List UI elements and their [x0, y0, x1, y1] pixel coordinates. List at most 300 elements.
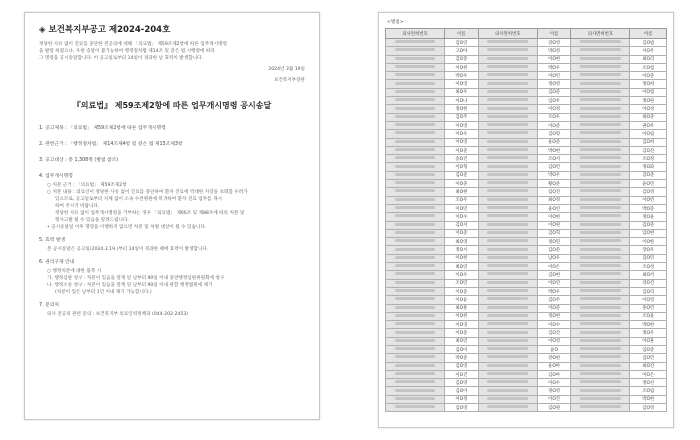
redacted-license-cell — [571, 362, 630, 370]
name-cell: 윤O민 — [630, 180, 667, 188]
name-cell: 이O현 — [445, 63, 479, 71]
table-row — [386, 229, 667, 237]
redacted-license-cell — [386, 354, 445, 362]
redacted-license-cell — [571, 329, 630, 337]
notice-date: 2024년 3월 19일 — [268, 67, 305, 72]
redacted-license-cell — [571, 296, 630, 304]
header-license-no: 의사면허번호 — [571, 29, 630, 39]
redacted-license-cell — [386, 221, 445, 229]
name-cell: 조O성 — [630, 263, 667, 271]
name-cell: 정O현 — [445, 105, 479, 113]
table-row — [386, 379, 667, 387]
redacted-license-cell — [571, 263, 630, 271]
intro-paragraph — [39, 41, 305, 62]
table-row — [386, 72, 667, 80]
name-cell: 김O현 — [537, 271, 571, 279]
redacted-license-cell — [571, 180, 630, 188]
redacted-license-cell — [386, 146, 445, 154]
name-cell: 김O영 — [630, 404, 667, 412]
name-cell: 이O영 — [445, 121, 479, 129]
redacted-license-cell — [386, 138, 445, 146]
redacted-license-cell — [386, 47, 445, 55]
redacted-license-cell — [571, 345, 630, 353]
redacted-license-cell — [386, 238, 445, 246]
redacted-license-cell — [478, 404, 537, 412]
name-cell: 이O은 — [630, 370, 667, 378]
redacted-license-cell — [386, 387, 445, 395]
redacted-license-cell — [386, 329, 445, 337]
redacted-license-cell — [478, 362, 537, 370]
name-cell: 이O원 — [537, 221, 571, 229]
name-cell: 정O우 — [630, 329, 667, 337]
name-cell: 윤O — [537, 345, 571, 353]
redacted-license-cell — [571, 279, 630, 287]
table-row — [386, 188, 667, 196]
name-cell: 이O윤 — [445, 296, 479, 304]
name-cell: 김O준 — [537, 88, 571, 96]
redacted-license-cell — [571, 105, 630, 113]
redacted-license-cell — [478, 312, 537, 320]
name-cell: 이O우 — [445, 130, 479, 138]
section-4-line: 있으므로, 공고일로부터 지체 없이 소속 수련병원에 복귀하여 환자 진료 업무를 개시 — [55, 197, 222, 202]
name-cell: 강O현 — [537, 354, 571, 362]
name-cell: 이O준 — [445, 229, 479, 237]
notice-page — [24, 12, 320, 420]
redacted-license-cell — [478, 304, 537, 312]
name-cell: 윤O준 — [537, 138, 571, 146]
name-cell: 이O영 — [445, 138, 479, 146]
redacted-license-cell — [571, 312, 630, 320]
header-name: 이름 — [537, 29, 571, 39]
table-row — [386, 47, 667, 55]
section-4-line: 형사고발 될 수 있음을 알려드립니다. — [55, 218, 129, 223]
name-cell: 최O정 — [537, 196, 571, 204]
name-cell: 김O연 — [445, 39, 479, 47]
name-cell: 이O은 — [537, 263, 571, 271]
name-cell: 김O진 — [537, 329, 571, 337]
redacted-license-cell — [386, 113, 445, 121]
table-row — [386, 296, 667, 304]
name-cell: 이O성 — [630, 105, 667, 113]
table-row — [386, 221, 667, 229]
name-cell: 정O서 — [445, 246, 479, 254]
section-7-line: 의사 전공의 관련 문의 : 보건복지부 의료인력정책과 (044-202-2453) — [47, 312, 189, 317]
redacted-license-cell — [478, 171, 537, 179]
main-title: 『의료법』 제59조제2항에 따른 업무개시명령 공시송달 — [72, 101, 272, 110]
redacted-license-cell — [386, 321, 445, 329]
redacted-license-cell — [571, 370, 630, 378]
name-cell: 이O연 — [537, 279, 571, 287]
name-cell: 김O형 — [537, 130, 571, 138]
name-cell: 이O현 — [445, 254, 479, 262]
table-row — [386, 180, 667, 188]
redacted-license-cell — [571, 80, 630, 88]
section-4-line: ○ 처분 근거 : 「의료법」 제59조제2항 — [47, 183, 127, 188]
name-cell: 이O준 — [445, 180, 479, 188]
redacted-license-cell — [386, 287, 445, 295]
redacted-license-cell — [571, 138, 630, 146]
redacted-license-cell — [478, 321, 537, 329]
name-cell: 이O우 — [445, 271, 479, 279]
name-cell: 이O진 — [537, 395, 571, 403]
redacted-license-cell — [386, 263, 445, 271]
redacted-license-cell — [478, 47, 537, 55]
redacted-license-cell — [478, 263, 537, 271]
section-5-line: 본 공시송달은 공고일(2024.3.19.)부터 14일이 경과한 때에 효력이 발생합니다. — [47, 247, 209, 252]
table-row — [386, 238, 667, 246]
redacted-license-cell — [571, 146, 630, 154]
section-2: 2. 관련근거 : 「행정절차법」 제14조제4항 및 같은 법 제15조제3항 — [39, 142, 183, 147]
name-cell: 임O우 — [537, 97, 571, 105]
notice-sections — [39, 125, 305, 318]
redacted-license-cell — [386, 204, 445, 212]
intro-line: 정당한 사유 없이 진료를 중단한 전공의에 대해 「의료법」 제59조제2항에 따른 업무개시명령 — [39, 42, 227, 47]
redacted-license-cell — [571, 55, 630, 63]
redacted-license-cell — [478, 188, 537, 196]
table-row — [386, 321, 667, 329]
name-cell: 장O우 — [630, 246, 667, 254]
name-cell: 김O영 — [445, 379, 479, 387]
redacted-license-cell — [478, 97, 537, 105]
redacted-license-cell — [478, 63, 537, 71]
name-cell: 김O영 — [445, 404, 479, 412]
name-cell: 김O준 — [630, 171, 667, 179]
notice-issuer: 보건복지부장관 — [273, 78, 305, 83]
name-cell: 이O한 — [630, 238, 667, 246]
redacted-license-cell — [386, 395, 445, 403]
header-license-no: 의사면허번호 — [478, 29, 537, 39]
name-cell: 권O우 — [630, 121, 667, 129]
redacted-license-cell — [386, 121, 445, 129]
redacted-license-cell — [386, 370, 445, 378]
redacted-license-cell — [478, 155, 537, 163]
name-cell: 이O범 — [630, 88, 667, 96]
redacted-license-cell — [571, 196, 630, 204]
name-cell: 이O림 — [630, 130, 667, 138]
redacted-license-cell — [478, 130, 537, 138]
header-name: 이름 — [445, 29, 479, 39]
redacted-license-cell — [478, 113, 537, 121]
table-row — [386, 146, 667, 154]
table-row — [386, 345, 667, 353]
intro-line: 그 명령을 공시송달합니다. 이 공고일로부터 14일이 경과한 날 효력이 발생합니다. — [39, 56, 203, 61]
redacted-license-cell — [386, 188, 445, 196]
table-row — [386, 171, 667, 179]
section-6: 6. 권리구제 안내 — [39, 260, 75, 265]
table-row — [386, 362, 667, 370]
redacted-license-cell — [478, 246, 537, 254]
name-cell: 박O현 — [537, 146, 571, 154]
table-row — [386, 80, 667, 88]
table-row — [386, 271, 667, 279]
redacted-license-cell — [571, 238, 630, 246]
redacted-license-cell — [478, 80, 537, 88]
redacted-license-cell — [571, 213, 630, 221]
name-cell: 김O아 — [537, 370, 571, 378]
name-cell: 정O희 — [630, 80, 667, 88]
section-6-line: ○ 행정처분에 대한 불복 시 — [47, 269, 102, 274]
name-cell: 박O우 — [537, 171, 571, 179]
name-cell: 김O이 — [445, 387, 479, 395]
table-row — [386, 105, 667, 113]
redacted-license-cell — [386, 404, 445, 412]
name-cell: 조O우 — [537, 113, 571, 121]
section-3: 3. 공고대상 : 총 1,308명 (별첨 참조) — [39, 158, 119, 163]
name-cell: 이O수 — [537, 379, 571, 387]
section-4-line: 정당한 사유 없이 업무개시명령을 거부하는 경우 「의료법」 제66조 및 제88조에 따라 처분 및 — [55, 211, 245, 216]
name-cell: 김O민 — [630, 254, 667, 262]
redacted-license-cell — [571, 287, 630, 295]
table-row — [386, 354, 667, 362]
name-cell: 이O진 — [445, 370, 479, 378]
name-cell: 최O영 — [445, 238, 479, 246]
name-cell: 최O연 — [445, 337, 479, 345]
table-row — [386, 254, 667, 262]
redacted-license-cell — [386, 271, 445, 279]
name-cell: 김O범 — [630, 39, 667, 47]
name-cell: 김O영 — [445, 362, 479, 370]
redacted-license-cell — [478, 204, 537, 212]
name-cell: 김O진 — [630, 146, 667, 154]
name-cell: 조O우 — [445, 196, 479, 204]
redacted-license-cell — [386, 72, 445, 80]
redacted-license-cell — [478, 180, 537, 188]
name-cell: 황O준 — [537, 180, 571, 188]
table-row — [386, 204, 667, 212]
section-5: 5. 효력 발생 — [39, 238, 66, 243]
redacted-license-cell — [386, 180, 445, 188]
redacted-license-cell — [478, 296, 537, 304]
redacted-license-cell — [571, 204, 630, 212]
section-4-line: 하여 주시기 바랍니다. — [55, 204, 100, 209]
name-cell: 이O영 — [630, 296, 667, 304]
redacted-license-cell — [478, 287, 537, 295]
name-cell: 윤O아 — [537, 362, 571, 370]
name-cell: 최O서 — [630, 271, 667, 279]
name-cell: 이O준 — [537, 304, 571, 312]
name-cell: 이O영 — [445, 321, 479, 329]
redacted-license-cell — [571, 321, 630, 329]
redacted-license-cell — [478, 221, 537, 229]
name-cell: 이O현 — [445, 312, 479, 320]
table-row — [386, 279, 667, 287]
redacted-license-cell — [386, 163, 445, 171]
table-row — [386, 55, 667, 63]
name-cell: 정O화 — [630, 163, 667, 171]
name-cell: 이O수 — [537, 321, 571, 329]
redacted-license-cell — [386, 88, 445, 96]
name-cell: 김O민 — [630, 354, 667, 362]
redacted-license-cell — [478, 72, 537, 80]
name-cell: 이O현 — [537, 55, 571, 63]
name-cell: 최O훈 — [445, 304, 479, 312]
table-row — [386, 337, 667, 345]
redacted-license-cell — [478, 105, 537, 113]
name-cell: 박O우 — [537, 63, 571, 71]
redacted-license-cell — [386, 312, 445, 320]
name-cell: 이O준 — [445, 287, 479, 295]
redacted-license-cell — [571, 72, 630, 80]
redacted-license-cell — [571, 88, 630, 96]
name-cell: 정O현 — [537, 312, 571, 320]
name-cell: 정O선 — [630, 379, 667, 387]
redacted-license-cell — [571, 63, 630, 71]
name-cell: 남O우 — [537, 254, 571, 262]
name-cell: 정O윤 — [630, 213, 667, 221]
name-cell: 이O정 — [537, 105, 571, 113]
name-cell: 최O준 — [630, 113, 667, 121]
name-cell: 임O현 — [630, 229, 667, 237]
redacted-license-cell — [571, 404, 630, 412]
table-row — [386, 387, 667, 395]
roster-body — [386, 39, 667, 412]
redacted-license-cell — [386, 196, 445, 204]
redacted-license-cell — [571, 304, 630, 312]
redacted-license-cell — [571, 337, 630, 345]
name-cell: 김O리 — [630, 287, 667, 295]
redacted-license-cell — [478, 138, 537, 146]
redacted-license-cell — [478, 39, 537, 47]
section-7: 7. 문의처 — [39, 303, 60, 308]
name-cell: 홍O민 — [630, 304, 667, 312]
name-cell: 김O준 — [445, 171, 479, 179]
redacted-license-cell — [478, 387, 537, 395]
redacted-license-cell — [386, 254, 445, 262]
redacted-license-cell — [386, 213, 445, 221]
redacted-license-cell — [386, 379, 445, 387]
section-4-line: ○ 처분 내용 : 의료인이 정당한 사유 없이 진료를 중단하여 환자 진료에 막대한 지장을 초래할 우려가 — [47, 190, 248, 195]
name-cell: 조O섭 — [630, 63, 667, 71]
name-cell: 박O준 — [630, 204, 667, 212]
redacted-license-cell — [571, 188, 630, 196]
name-cell: 이O훈 — [630, 337, 667, 345]
redacted-license-cell — [571, 254, 630, 262]
table-row — [386, 304, 667, 312]
name-cell: 김O원 — [537, 404, 571, 412]
redacted-license-cell — [571, 221, 630, 229]
name-cell: 이O형 — [445, 163, 479, 171]
roster-table — [385, 28, 667, 412]
name-cell: 서O우 — [630, 47, 667, 55]
name-cell: 김O준 — [445, 55, 479, 63]
name-cell: 이O준 — [445, 329, 479, 337]
table-row — [386, 287, 667, 295]
redacted-license-cell — [571, 155, 630, 163]
name-cell: 최O리 — [630, 55, 667, 63]
name-cell: 김O영 — [630, 188, 667, 196]
table-row — [386, 163, 667, 171]
table-row — [386, 130, 667, 138]
name-cell: 박O현 — [630, 321, 667, 329]
redacted-license-cell — [478, 121, 537, 129]
table-row — [386, 121, 667, 129]
redacted-license-cell — [386, 229, 445, 237]
table-row — [386, 88, 667, 96]
table-row — [386, 63, 667, 71]
name-cell: 김O혁 — [537, 229, 571, 237]
redacted-license-cell — [571, 387, 630, 395]
section-4-line: • 공시송달일 이후 명령을 이행하지 않으면 처분 및 처벌 대상이 될 수 있습니다. — [47, 225, 207, 230]
name-cell: 이O현 — [537, 213, 571, 221]
redacted-license-cell — [478, 229, 537, 237]
table-row — [386, 404, 667, 412]
redacted-license-cell — [386, 296, 445, 304]
table-row — [386, 312, 667, 320]
annex-label: <별첨> — [387, 20, 404, 25]
redacted-license-cell — [478, 271, 537, 279]
table-row — [386, 263, 667, 271]
name-cell: 조O서 — [537, 155, 571, 163]
redacted-license-cell — [571, 395, 630, 403]
section-4: 4. 업무개시명령 — [39, 174, 73, 179]
name-cell: 김O희 — [630, 138, 667, 146]
redacted-license-cell — [386, 345, 445, 353]
redacted-license-cell — [386, 362, 445, 370]
name-cell: 김O준 — [537, 246, 571, 254]
table-row — [386, 213, 667, 221]
header-name: 이름 — [630, 29, 667, 39]
redacted-license-cell — [386, 171, 445, 179]
name-cell: 정O영 — [537, 80, 571, 88]
table-row — [386, 395, 667, 403]
name-cell: 최O현 — [445, 188, 479, 196]
redacted-license-cell — [386, 246, 445, 254]
redacted-license-cell — [478, 146, 537, 154]
redacted-license-cell — [386, 63, 445, 71]
redacted-license-cell — [571, 163, 630, 171]
name-cell: 정O원 — [630, 97, 667, 105]
name-cell: 김O진 — [537, 188, 571, 196]
name-cell: 이O정 — [445, 395, 479, 403]
name-cell: 김O민 — [537, 163, 571, 171]
redacted-license-cell — [478, 379, 537, 387]
redacted-license-cell — [478, 345, 537, 353]
name-cell: 윤O연 — [537, 204, 571, 212]
name-cell: 박O우 — [445, 72, 479, 80]
name-cell: 조O민 — [445, 279, 479, 287]
name-cell: 김O주 — [537, 296, 571, 304]
name-cell: 김O주 — [445, 113, 479, 121]
name-cell: 최O연 — [445, 263, 479, 271]
name-cell: 이O나 — [445, 97, 479, 105]
redacted-license-cell — [571, 379, 630, 387]
redacted-license-cell — [571, 39, 630, 47]
name-cell: 이O민 — [537, 72, 571, 80]
redacted-license-cell — [386, 304, 445, 312]
name-cell: 조O림 — [630, 387, 667, 395]
redacted-license-cell — [478, 354, 537, 362]
redacted-license-cell — [478, 337, 537, 345]
redacted-license-cell — [386, 130, 445, 138]
name-cell: 조O윤 — [630, 312, 667, 320]
name-cell: 이O준 — [445, 146, 479, 154]
name-cell: 이O영 — [537, 337, 571, 345]
redacted-license-cell — [571, 130, 630, 138]
redacted-license-cell — [386, 105, 445, 113]
name-cell: 김O준 — [630, 221, 667, 229]
name-cell: 김O서 — [445, 221, 479, 229]
roster-header-row — [386, 29, 667, 39]
redacted-license-cell — [478, 238, 537, 246]
redacted-license-cell — [478, 196, 537, 204]
section-6-line: 나. 행정소송 청구 : 처분이 있음을 알게 된 날부터 90일 이내 관할 행정법원에 제기 — [47, 283, 213, 288]
name-cell: 정O영 — [537, 387, 571, 395]
name-cell: 이O빈 — [630, 196, 667, 204]
annex-page — [378, 12, 674, 428]
redacted-license-cell — [571, 97, 630, 105]
name-cell: 정O민 — [537, 238, 571, 246]
redacted-license-cell — [386, 80, 445, 88]
